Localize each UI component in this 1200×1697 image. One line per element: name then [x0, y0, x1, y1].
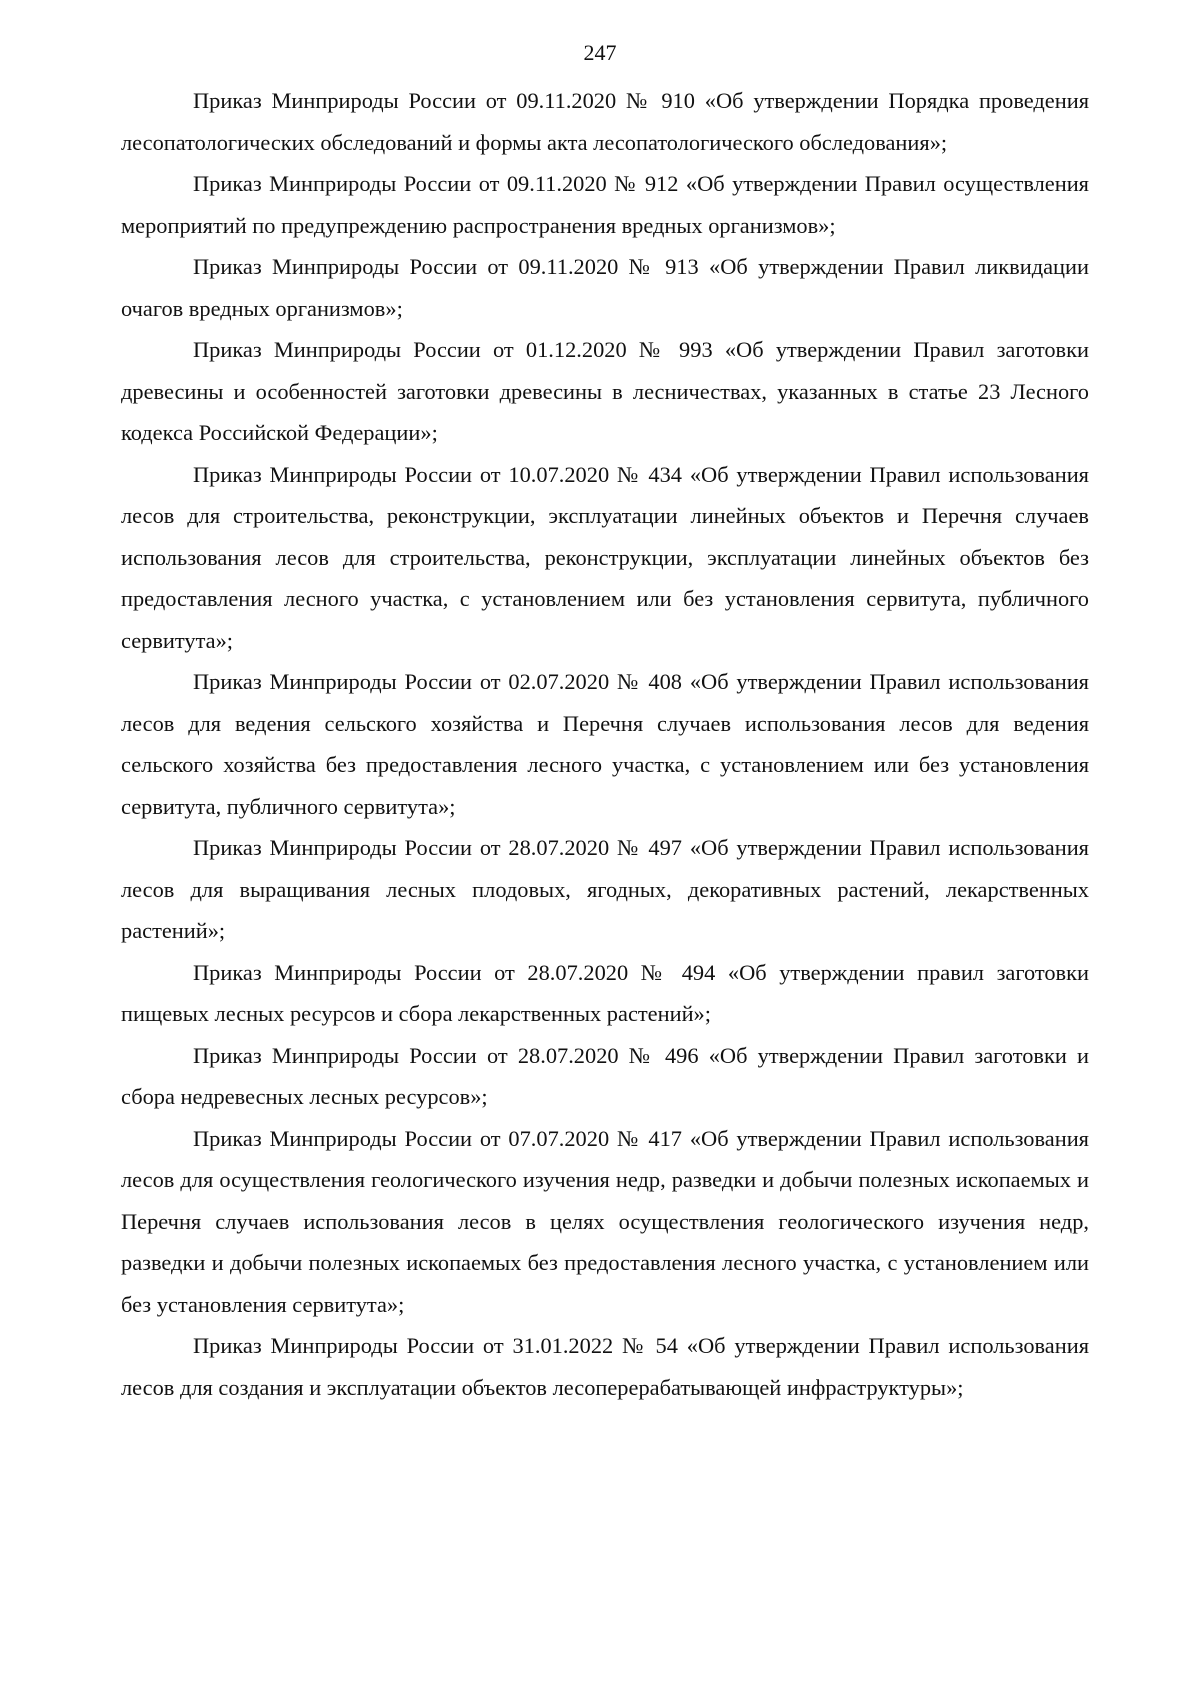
- document-body: [121, 80, 1089, 1408]
- paragraph-order-54: Приказ Минприроды России от 31.01.2022 № 54 «Об утверждении Правил использования лесов для создания и эксплуатации объектов лесоперерабатывающей инфраструктуры»;: [121, 1333, 1089, 1400]
- paragraph-order-910: Приказ Минприроды России от 09.11.2020 № 910 «Об утверждении Порядка проведения лесопатологических обследований и формы акта лесопатологического обследования»;: [121, 88, 1089, 155]
- paragraph-order-993: Приказ Минприроды России от 01.12.2020 № 993 «Об утверждении Правил заготовки древесины и особенностей заготовки древесины в лесничествах, указанных в статье 23 Лесного кодекса Российской Федерации»;: [121, 337, 1089, 445]
- paragraph-order-912: Приказ Минприроды России от 09.11.2020 № 912 «Об утверждении Правил осуществления мероприятий по предупреждению распространения вредных организмов»;: [121, 171, 1089, 238]
- paragraph-order-497: Приказ Минприроды России от 28.07.2020 № 497 «Об утверждении Правил использования лесов для выращивания лесных плодовых, ягодных, декоративных растений, лекарственных растений»;: [121, 835, 1089, 943]
- paragraph-order-913: Приказ Минприроды России от 09.11.2020 № 913 «Об утверждении Правил ликвидации очагов вредных организмов»;: [121, 254, 1089, 321]
- paragraph-order-496: Приказ Минприроды России от 28.07.2020 № 496 «Об утверждении Правил заготовки и сбора недревесных лесных ресурсов»;: [121, 1042, 1089, 1109]
- paragraph-order-434: Приказ Минприроды России от 10.07.2020 № 434 «Об утверждении Правил использования лесов для строительства, реконструкции, эксплуатации линейных объектов и Перечня случаев использования лесов для строительства, реконструкции, эксплуатации линейных объектов без предоставления лесного участка, с установлением или без установления сервитута, публичного сервитута»;: [121, 461, 1089, 653]
- paragraph-order-417: Приказ Минприроды России от 07.07.2020 № 417 «Об утверждении Правил использования лесов для осуществления геологического изучения недр, разведки и добычи полезных ископаемых и Перечня случаев использования лесов в целях осуществления геологического изучения недр, разведки и добычи полезных ископаемых без предоставления лесного участка, с установлением или без установления сервитута»;: [121, 1125, 1089, 1317]
- paragraph-order-494: Приказ Минприроды России от 28.07.2020 № 494 «Об утверждении правил заготовки пищевых лесных ресурсов и сбора лекарственных растений»;: [121, 959, 1089, 1026]
- paragraph-order-408: Приказ Минприроды России от 02.07.2020 № 408 «Об утверждении Правил использования лесов для ведения сельского хозяйства и Перечня случаев использования лесов для ведения сельского хозяйства без предоставления лесного участка, с установлением или без установления сервитута, публичного сервитута»;: [121, 669, 1089, 819]
- page-number: 247: [583, 40, 617, 65]
